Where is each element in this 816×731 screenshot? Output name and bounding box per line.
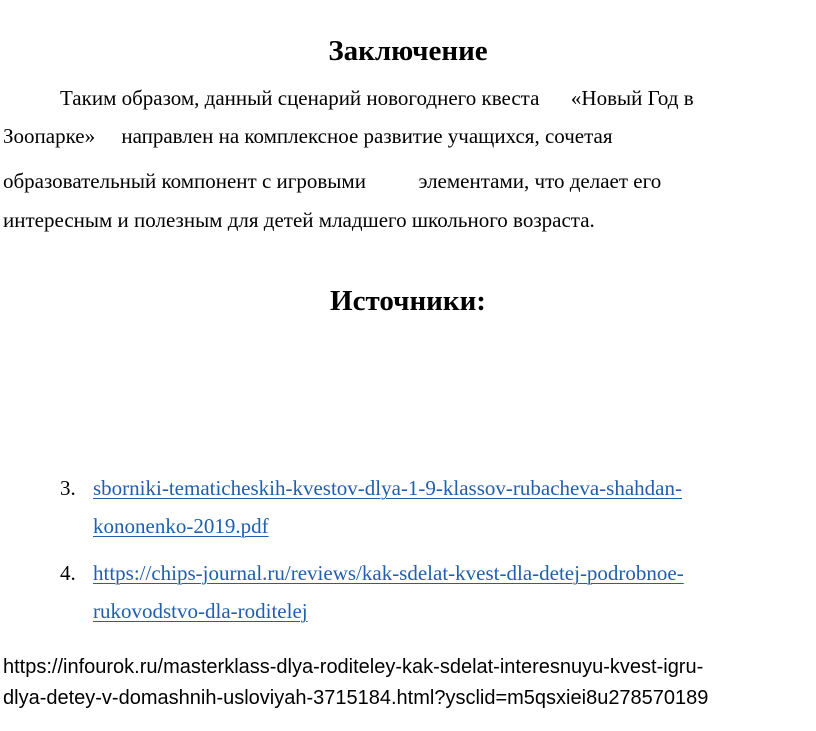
source-number: 3. bbox=[60, 476, 76, 500]
paragraph-line: образовательный компонент с игровыми элементами, что делает его bbox=[3, 169, 662, 193]
source-number: 4. bbox=[60, 561, 76, 585]
source-link[interactable]: sborniki-tematicheskih-kvestov-dlya-1-9-klassov-rubacheva-shahdan- bbox=[93, 476, 682, 500]
paragraph-line: интересным и полезным для детей младшего школьного возраста. bbox=[3, 208, 595, 232]
source-link[interactable]: https://chips-journal.ru/reviews/kak-sdelat-kvest-dla-detej-podrobnoe- bbox=[93, 561, 684, 585]
source-link[interactable]: kononenko-2019.pdf bbox=[93, 514, 269, 538]
sources-heading: Источники: bbox=[330, 285, 486, 317]
plain-url-line: dlya-detey-v-domashnih-usloviyah-3715184.html?ysclid=m5qsxiei8u278570189 bbox=[3, 687, 709, 709]
plain-url-line: https://infourok.ru/masterklass-dlya-roditeley-kak-sdelat-interesnuyu-kvest-igru- bbox=[3, 656, 704, 678]
source-link[interactable]: rukovodstvo-dla-roditelej bbox=[93, 599, 308, 623]
conclusion-heading: Заключение bbox=[328, 35, 488, 67]
paragraph-line: Таким образом, данный сценарий новогоднего квеста «Новый Год в bbox=[60, 86, 694, 110]
paragraph-line: Зоопарке» направлен на комплексное развитие учащихся, сочетая bbox=[3, 124, 613, 148]
